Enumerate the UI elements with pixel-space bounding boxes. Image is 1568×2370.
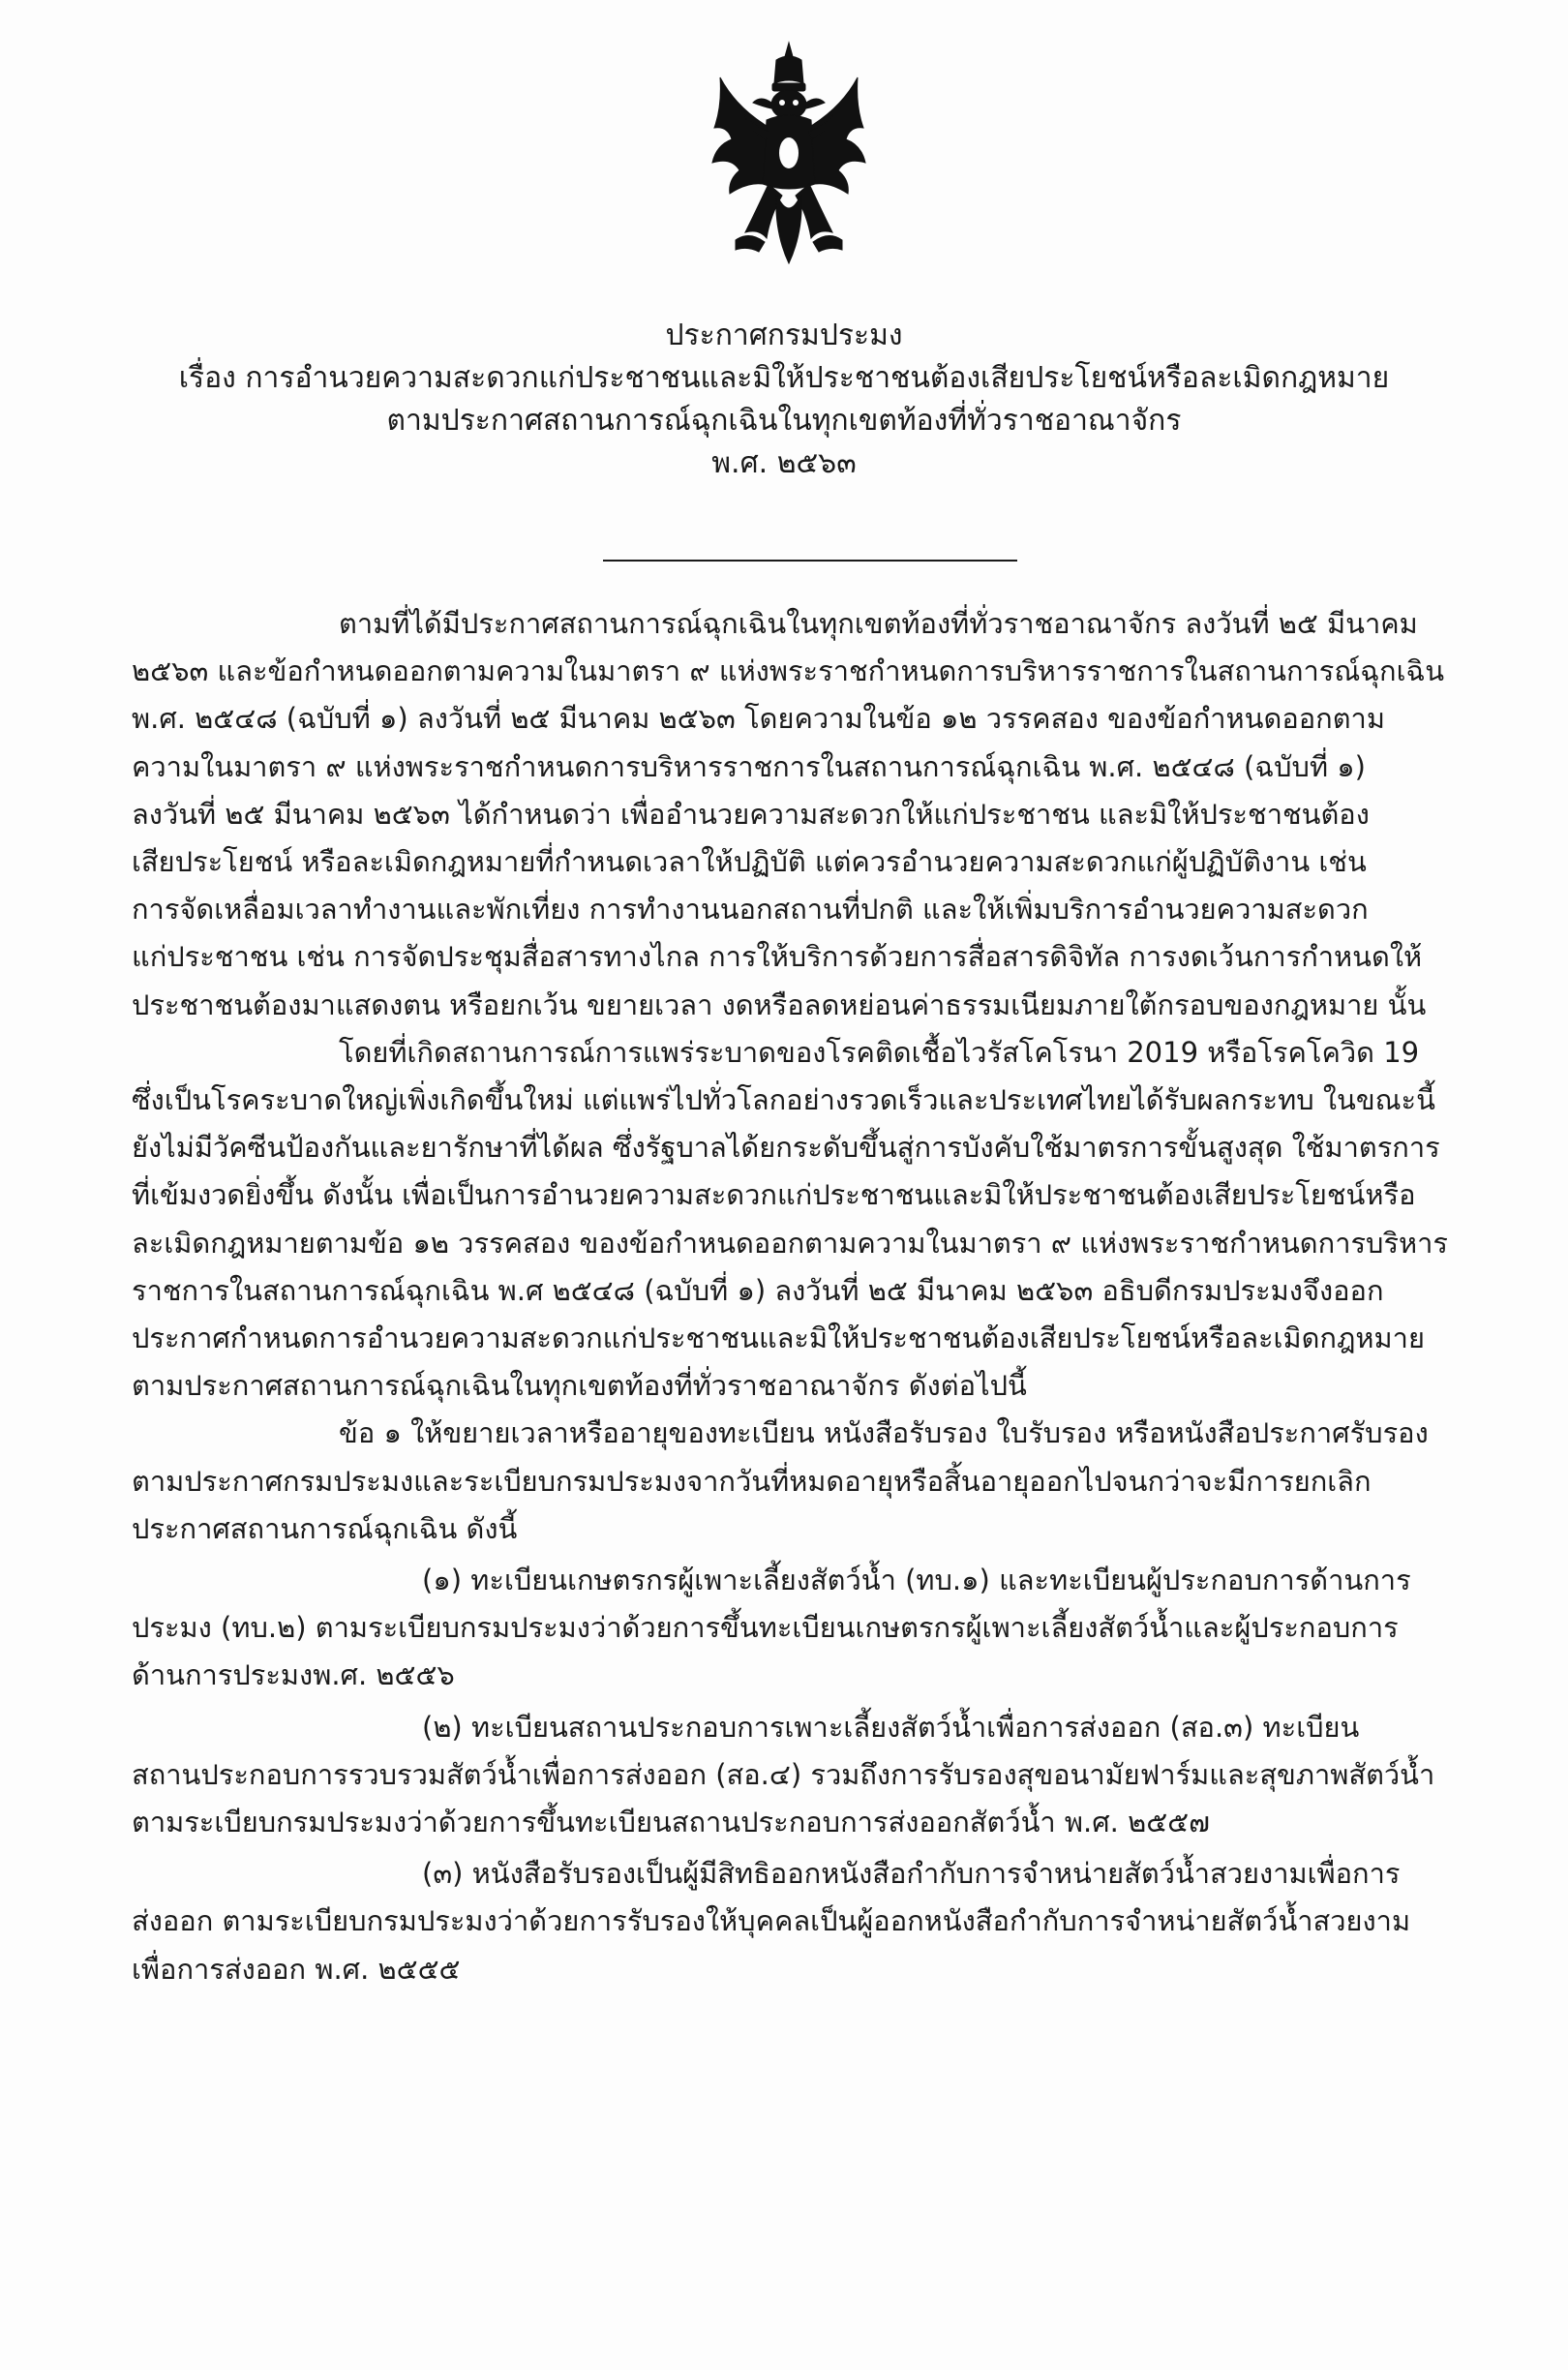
rationale-line: ราชการในสถานการณ์ฉุกเฉิน พ.ศ ๒๕๔๘ (ฉบับที่ ๑) ลงวันที่ ๒๕ มีนาคม ๒๕๖๓ อธิบดีกรมประมงจึงออก <box>132 1273 1384 1307</box>
rationale-line: ละเมิดกฎหมายตามข้อ ๑๒ วรรคสอง ของข้อกำหนดออกตามความในมาตรา ๙ แห่งพระราชกำหนดการบริหาร <box>132 1226 1449 1260</box>
subject-line-1: เรื่อง การอำนวยความสะดวกแก่ประชาชนและมิให้ประชาชนต้องเสียประโยชน์หรือละเมิดกฎหมาย <box>178 361 1390 395</box>
preamble-line: เสียประโยชน์ หรือละเมิดกฎหมายที่กำหนดเวลาให้ปฏิบัติ แต่ควรอำนวยความสะดวกแก่ผู้ปฏิบัติงาน เช่น <box>132 845 1367 879</box>
document-year: พ.ศ. ๒๕๖๓ <box>711 446 857 480</box>
rationale-line: ที่เข้มงวดยิ่งขึ้น ดังนั้น เพื่อเป็นการอำนวยความสะดวกแก่ประชาชนและมิให้ประชาชนต้องเสียประโยชน์หรือ <box>132 1178 1416 1212</box>
title-divider <box>603 560 1017 562</box>
garuda-emblem-icon <box>707 39 871 281</box>
rationale-line: ตามประกาศสถานการณ์ฉุกเฉินในทุกเขตท้องที่ทั่วราชอาณาจักร ดังต่อไปนี้ <box>132 1369 1027 1403</box>
preamble-line: ๒๕๖๓ และข้อกำหนดออกตามความในมาตรา ๙ แห่งพระราชกำหนดการบริหารราชการในสถานการณ์ฉุกเฉิน <box>132 654 1445 688</box>
title-block <box>0 315 1568 485</box>
clause-1-item-2-line: ตามระเบียบกรมประมงว่าด้วยการขึ้นทะเบียนสถานประกอบการส่งออกสัตว์น้ำ พ.ศ. ๒๕๕๗ <box>132 1806 1210 1839</box>
rationale-line: ประกาศกำหนดการอำนวยความสะดวกแก่ประชาชนและมิให้ประชาชนต้องเสียประโยชน์หรือละเมิดกฎหมาย <box>132 1322 1425 1355</box>
clause-1-item-2-line: สถานประกอบการรวบรวมสัตว์น้ำเพื่อการส่งออก (สอ.๔) รวมถึงการรับรองสุขอนามัยฟาร์มและสุขภาพสัตว์น้ำ <box>132 1757 1435 1791</box>
clause-1-item-1-line: (๑) ทะเบียนเกษตรกรผู้เพาะเลี้ยงสัตว์น้ำ (ทบ.๑) และทะเบียนผู้ประกอบการด้านการ <box>422 1564 1411 1597</box>
clause-1-item-3-line: เพื่อการส่งออก พ.ศ. ๒๕๕๕ <box>132 1952 461 1986</box>
clause-1-line: ตามประกาศกรมประมงและระเบียบกรมประมงจากวันที่หมดอายุหรือสิ้นอายุออกไปจนกว่าจะมีการยกเลิก <box>132 1464 1372 1498</box>
rationale-line: ยังไม่มีวัคซีนป้องกันและยารักษาที่ได้ผล ซึ่งรัฐบาลได้ยกระดับขึ้นสู่การบังคับใช้มาตรการขั้นสูงสุด ใช้มาตรการ <box>132 1131 1440 1165</box>
issuer-title: ประกาศกรมประมง <box>665 319 903 352</box>
preamble-line: พ.ศ. ๒๕๔๘ (ฉบับที่ ๑) ลงวันที่ ๒๕ มีนาคม ๒๕๖๓ โดยความในข้อ ๑๒ วรรคสอง ของข้อกำหนดออกตาม <box>132 702 1385 736</box>
preamble-line: ประชาชนต้องมาแสดงตน หรือยกเว้น ขยายเวลา งดหรือลดหย่อนค่าธรรมเนียมภายใต้กรอบของกฎหมาย นั้น <box>132 988 1427 1021</box>
rationale-line: ซึ่งเป็นโรคระบาดใหญ่เพิ่งเกิดขึ้นใหม่ แต่แพร่ไปทั่วโลกอย่างรวดเร็วและประเทศไทยได้รับผลกระทบ ในขณะนี้ <box>132 1083 1435 1117</box>
clause-1-item-3-line: ส่งออก ตามระเบียบกรมประมงว่าด้วยการรับรองให้บุคคลเป็นผู้ออกหนังสือกำกับการจำหน่ายสัตว์น้ำสวยงาม <box>132 1904 1411 1938</box>
preamble-line: ตามที่ได้มีประกาศสถานการณ์ฉุกเฉินในทุกเขตท้องที่ทั่วราชอาณาจักร ลงวันที่ ๒๕ มีนาคม <box>339 607 1418 640</box>
document-body <box>132 600 1485 1993</box>
preamble-line: การจัดเหลื่อมเวลาทำงานและพักเที่ยง การทำงานนอกสถานที่ปกติ และให้เพิ่มบริการอำนวยความสะดวก <box>132 893 1369 927</box>
clause-1-item-2-line: (๒) ทะเบียนสถานประกอบการเพาะเลี้ยงสัตว์น้ำเพื่อการส่งออก (สอ.๓) ทะเบียน <box>422 1710 1360 1744</box>
clause-1-line: ข้อ ๑ ให้ขยายเวลาหรืออายุของทะเบียน หนังสือรับรอง ใบรับรอง หรือหนังสือประกาศรับรอง <box>339 1416 1429 1450</box>
preamble-line: ลงวันที่ ๒๕ มีนาคม ๒๕๖๓ ได้กำหนดว่า เพื่ออำนวยความสะดวกให้แก่ประชาชน และมิให้ประชาชนต้อง <box>132 797 1370 831</box>
rationale-line: โดยที่เกิดสถานการณ์การแพร่ระบาดของโรคติดเชื้อไวรัสโคโรนา 2019 หรือโรคโควิด 19 <box>339 1035 1420 1069</box>
clause-1-item-1-line: ด้านการประมงพ.ศ. ๒๕๕๖ <box>132 1658 455 1692</box>
clause-1-item-1-line: ประมง (ทบ.๒) ตามระเบียบกรมประมงว่าด้วยการขึ้นทะเบียนเกษตรกรผู้เพาะเลี้ยงสัตว์น้ำและผู้ประกอบการ <box>132 1611 1399 1645</box>
clause-1-item-3-line: (๓) หนังสือรับรองเป็นผู้มีสิทธิออกหนังสือกำกับการจำหน่ายสัตว์น้ำสวยงามเพื่อการ <box>422 1857 1401 1891</box>
preamble-line: แก่ประชาชน เช่น การจัดประชุมสื่อสารทางไกล การให้บริการด้วยการสื่อสารดิจิทัล การงดเว้นการกำหนดให้ <box>132 940 1423 974</box>
preamble-line: ความในมาตรา ๙ แห่งพระราชกำหนดการบริหารราชการในสถานการณ์ฉุกเฉิน พ.ศ. ๒๕๔๘ (ฉบับที่ ๑) <box>132 749 1366 783</box>
clause-1-line: ประกาศสถานการณ์ฉุกเฉิน ดังนี้ <box>132 1511 518 1545</box>
subject-line-2: ตามประกาศสถานการณ์ฉุกเฉินในทุกเขตท้องที่ทั่วราชอาณาจักร <box>386 404 1182 438</box>
